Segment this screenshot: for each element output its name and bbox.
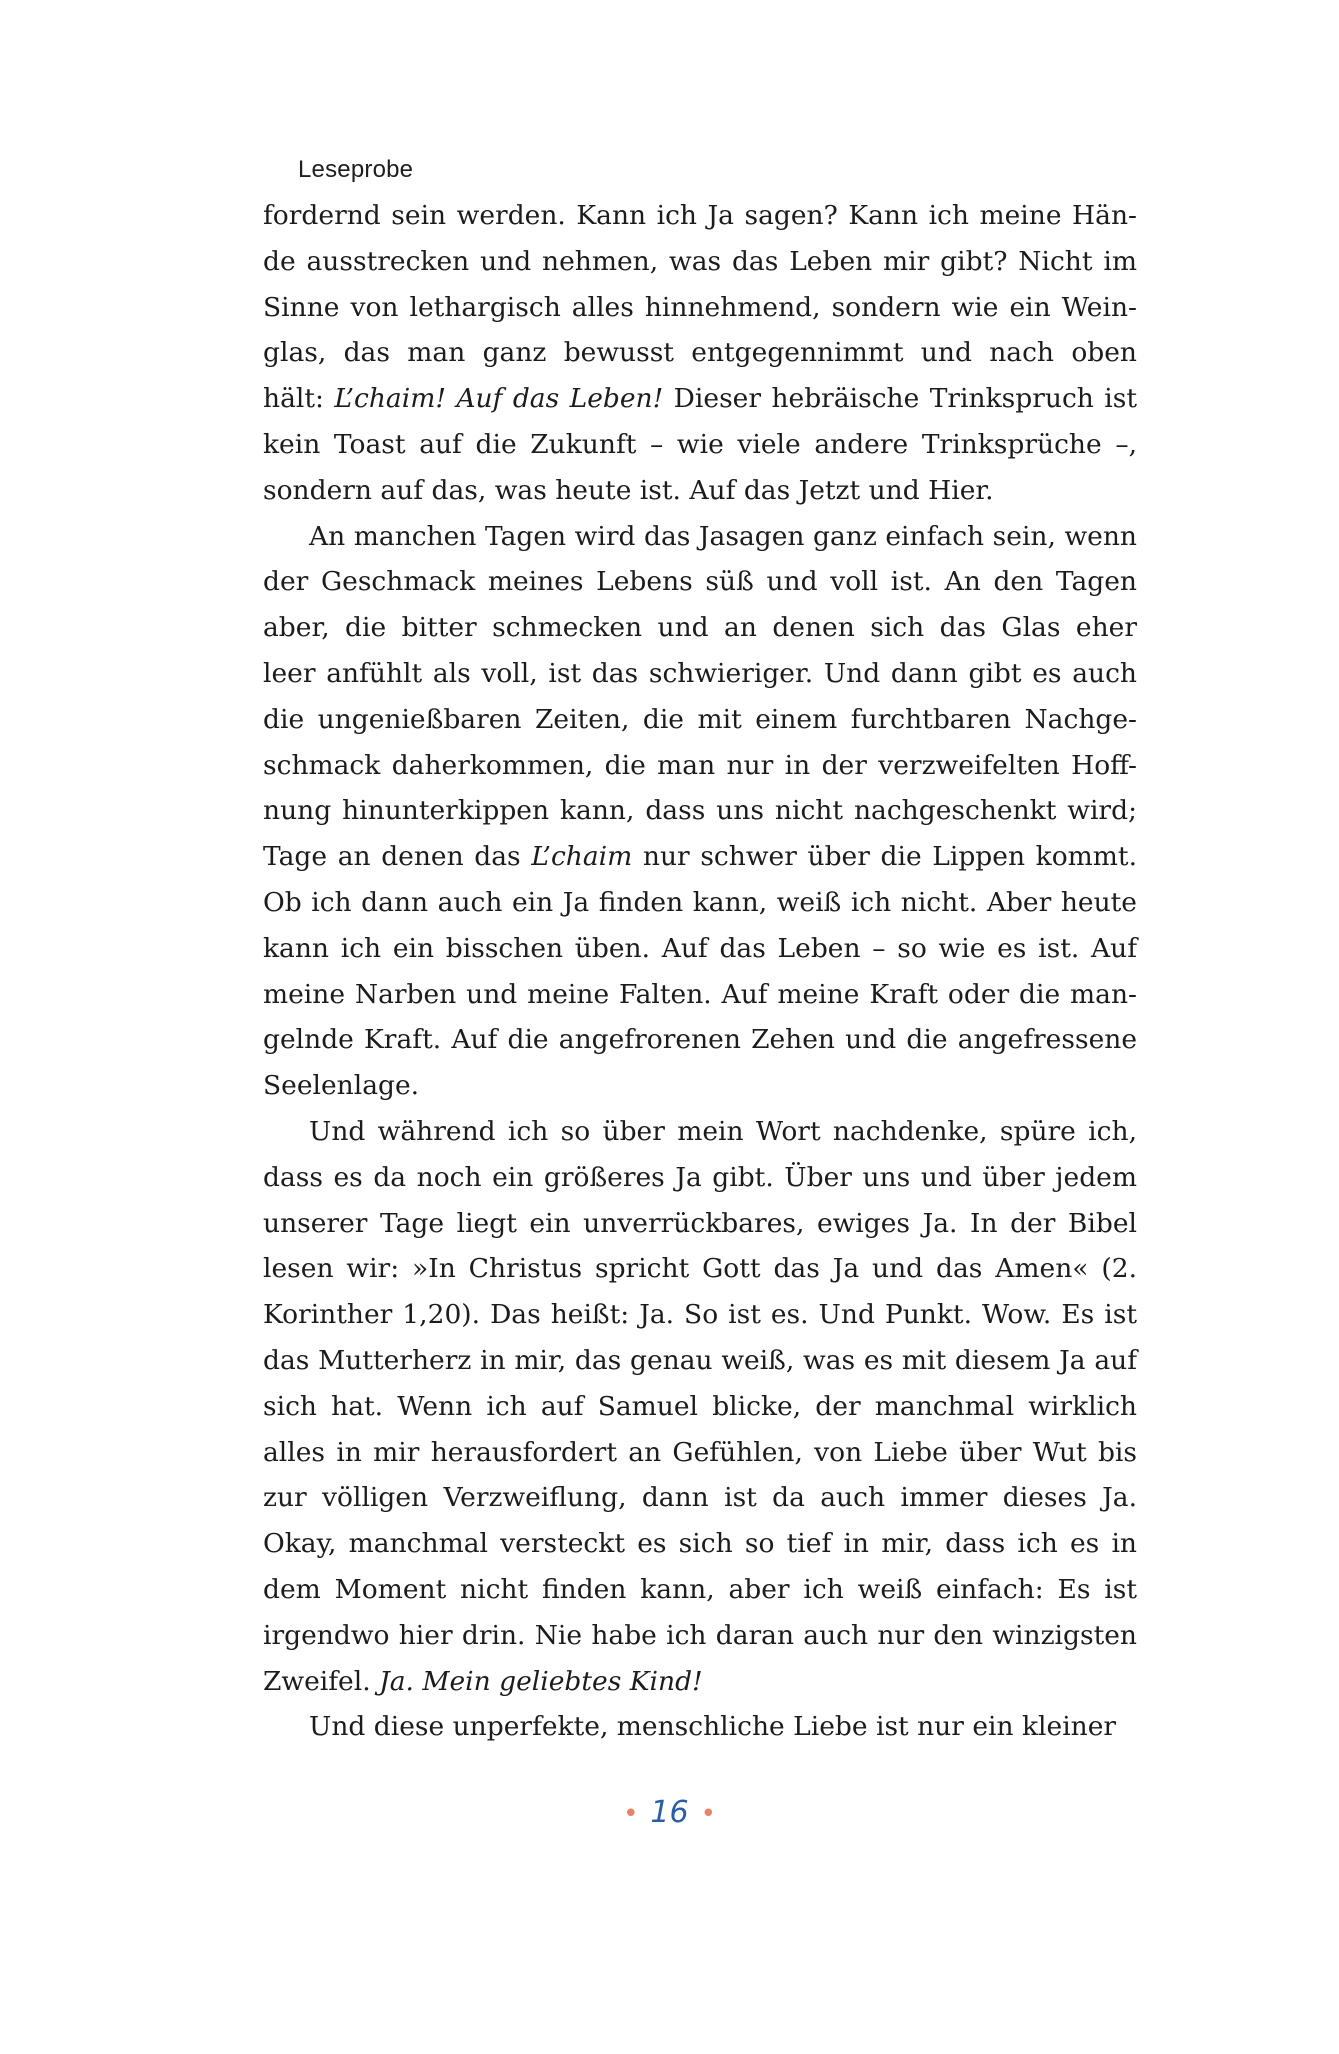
text-run: alles in mir herausfordert an Gefühlen, von Liebe über Wut bis [263, 1436, 1137, 1468]
text-run: kann ich ein bisschen üben. Auf das Leben – so wie es ist. Auf [263, 932, 1137, 964]
text-run: Und diese unperfekte, menschliche Liebe ist nur ein kleiner [309, 1711, 1117, 1743]
text-line [263, 926, 1137, 972]
text-line [263, 1338, 1137, 1384]
text-line [263, 330, 1137, 376]
text-line [263, 1201, 1137, 1247]
text-line [263, 1521, 1137, 1567]
text-run: Und während ich so über mein Wort nachdenke, spüre ich, [309, 1115, 1137, 1147]
page-number: 16 [650, 1795, 689, 1830]
paragraph [263, 193, 1137, 514]
text-run: der Geschmack meines Lebens süß und voll ist. An den Tagen [263, 566, 1137, 598]
page-header-label: Leseprobe [298, 156, 414, 183]
text-run: gelnde Kraft. Auf die angefrorenen Zehen und die angefressene [263, 1024, 1137, 1056]
text-run: leer anfühlt als voll, ist das schwieriger. Und dann gibt es auch [263, 657, 1137, 689]
text-run: sondern auf das, was heute ist. Auf das Jetzt und Hier. [263, 474, 994, 506]
text-line [263, 1567, 1137, 1613]
text-line [263, 788, 1137, 834]
text-line [263, 285, 1137, 331]
text-run: hält: [263, 383, 335, 415]
paragraph [263, 514, 1137, 1109]
text-line [263, 880, 1137, 926]
text-run: fordernd sein werden. Kann ich Ja sagen? Kann ich meine Hän- [263, 200, 1137, 231]
text-run: Ob ich dann auch ein Ja finden kann, weiß ich nicht. Aber heute [263, 886, 1137, 918]
text-run: schmack daherkommen, die man nur in der verzweifelten Hoff- [263, 749, 1137, 781]
text-line [263, 972, 1137, 1018]
text-line [263, 697, 1137, 743]
text-run: sich hat. Wenn ich auf Samuel blicke, der manchmal wirklich [263, 1390, 1137, 1422]
text-line [263, 514, 1137, 560]
text-run: nung hinunterkippen kann, dass uns nicht nachgeschenkt wird; [263, 795, 1137, 827]
footer-dot-left: • [623, 1798, 639, 1829]
text-run: Okay, manchmal versteckt es sich so tief in mir, dass ich es in [263, 1528, 1137, 1560]
text-line [263, 468, 1137, 514]
text-line [263, 1704, 1137, 1750]
text-line [263, 1017, 1137, 1063]
text-run: das Mutterherz in mir, das genau weiß, was es mit diesem Ja auf [263, 1344, 1137, 1376]
text-run: zur völligen Verzweiflung, dann ist da auch immer dieses Ja. [263, 1482, 1137, 1514]
text-run: Seelenlage. [263, 1070, 420, 1102]
text-line [263, 559, 1137, 605]
paragraph [263, 1109, 1137, 1704]
text-line [263, 193, 1137, 239]
text-line [263, 239, 1137, 285]
text-run: de ausstrecken und nehmen, was das Leben mir gibt? Nicht im [263, 245, 1137, 277]
text-line [263, 376, 1137, 422]
page-footer [0, 1795, 1339, 1830]
text-line [263, 422, 1137, 468]
text-line [263, 1475, 1137, 1521]
text-run: Tage an denen das [263, 841, 532, 873]
italic-text-run: L’chaim! Auf das Leben! [334, 383, 664, 415]
text-line [263, 1613, 1137, 1659]
italic-text-run: L’chaim [531, 841, 633, 873]
text-run: Korinther 1,20). Das heißt: Ja. So ist es. Und Punkt. Wow. Es ist [263, 1299, 1137, 1331]
text-run: irgendwo hier drin. Nie habe ich daran auch nur den winzigsten [263, 1619, 1137, 1651]
text-line [263, 1659, 1137, 1705]
text-line [263, 1063, 1137, 1109]
text-line [263, 1109, 1137, 1155]
text-line [263, 1384, 1137, 1430]
text-line [263, 1246, 1137, 1292]
text-line [263, 1155, 1137, 1201]
text-run: Dieser hebräische Trinkspruch ist [663, 383, 1137, 415]
text-run: aber, die bitter schmecken und an denen sich das Glas eher [263, 612, 1137, 644]
text-line [263, 1292, 1137, 1338]
text-run: An manchen Tagen wird das Jasagen ganz einfach sein, wenn [309, 520, 1137, 552]
text-run: meine Narben und meine Falten. Auf meine Kraft oder die man- [263, 978, 1137, 1010]
text-line [263, 1430, 1137, 1476]
italic-text-run: Ja. Mein geliebtes Kind! [379, 1665, 703, 1697]
text-run: Sinne von lethargisch alles hinnehmend, sondern wie ein Wein- [263, 291, 1137, 323]
text-line [263, 605, 1137, 651]
footer-dot-right: • [700, 1798, 716, 1829]
text-run: unserer Tage liegt ein unverrückbares, ewiges Ja. In der Bibel [263, 1207, 1137, 1239]
text-run: lesen wir: »In Christus spricht Gott das Ja und das Amen« (2. [263, 1253, 1137, 1285]
text-run: dass es da noch ein größeres Ja gibt. Über uns und über jedem [263, 1161, 1137, 1193]
body-text [263, 193, 1137, 1750]
text-line [263, 743, 1137, 789]
text-run: Zweifel. [263, 1665, 380, 1697]
text-run: glas, das man ganz bewusst entgegennimmt und nach oben [263, 337, 1137, 369]
text-run: die ungenießbaren Zeiten, die mit einem furchtbaren Nachge- [263, 703, 1137, 735]
text-run: nur schwer über die Lippen kommt. [632, 841, 1137, 873]
text-line [263, 651, 1137, 697]
text-line [263, 834, 1137, 880]
text-run: dem Moment nicht finden kann, aber ich weiß einfach: Es ist [263, 1573, 1137, 1605]
paragraph [263, 1704, 1137, 1750]
text-run: kein Toast auf die Zukunft – wie viele andere Trinksprüche –, [263, 428, 1137, 460]
